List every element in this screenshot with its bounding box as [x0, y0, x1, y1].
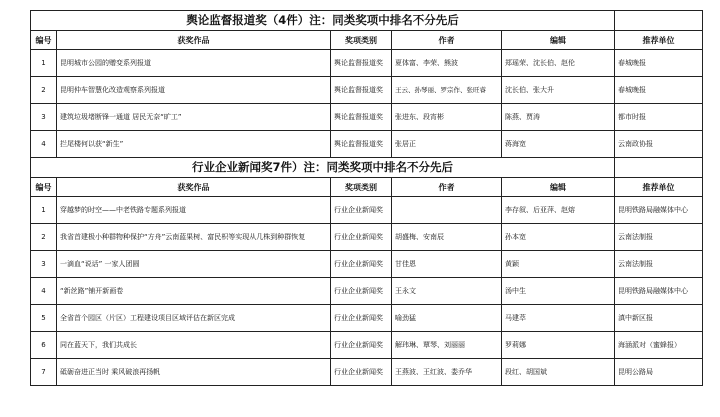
cell-category: 行业企业新闻奖 — [331, 251, 392, 278]
header-editor: 编辑 — [502, 31, 615, 50]
cell-work: 我省首建极小种群物种保护“方舟”云南蓝果树、富民枳等实现从几株到种群恢复 — [57, 224, 331, 251]
cell-author: 夏体富、李荣、熊波 — [392, 50, 502, 77]
cell-editor: 沈长伯、张大升 — [502, 77, 615, 104]
cell-author: 王永文 — [392, 278, 502, 305]
table-row — [31, 50, 703, 77]
award-sheet — [30, 10, 702, 386]
cell-author: 张居正 — [392, 131, 502, 158]
cell-author: 甘佳恩 — [392, 251, 502, 278]
cell-no: 6 — [31, 332, 57, 359]
table-row — [31, 77, 703, 104]
section2-title-row — [31, 158, 703, 178]
cell-work: “新丝路”铺开新画卷 — [57, 278, 331, 305]
cell-unit: 春城晚报 — [615, 77, 703, 104]
cell-editor: 李存叙、后亚萍、赵熔 — [502, 197, 615, 224]
cell-editor: 郑瑶荣、沈长伯、赵伦 — [502, 50, 615, 77]
cell-no: 4 — [31, 131, 57, 158]
cell-category: 舆论监督报道奖 — [331, 77, 392, 104]
table-row — [31, 104, 703, 131]
cell-category: 行业企业新闻奖 — [331, 278, 392, 305]
cell-author: 王云、孙琴丽、罗宗作、张旺睿 — [392, 77, 502, 104]
cell-category: 行业企业新闻奖 — [331, 332, 392, 359]
table-row — [31, 359, 703, 386]
table-row — [31, 224, 703, 251]
cell-category: 行业企业新闻奖 — [331, 359, 392, 386]
cell-work: 昆明仲车智慧化改造观察系列报道 — [57, 77, 331, 104]
cell-editor: 黄颖 — [502, 251, 615, 278]
cell-category: 舆论监督报道奖 — [331, 104, 392, 131]
section2-title: 行业企业新闻奖7件）注：同类奖项中排名不分先后 — [31, 158, 615, 178]
header-editor: 编辑 — [502, 178, 615, 197]
table-row — [31, 251, 703, 278]
award-table — [30, 10, 703, 386]
cell-unit: 春城晚报 — [615, 50, 703, 77]
cell-no: 1 — [31, 50, 57, 77]
cell-author: 解玮琳、覃琴、刘丽丽 — [392, 332, 502, 359]
cell-author: 张进东、段宵彬 — [392, 104, 502, 131]
cell-category: 行业企业新闻奖 — [331, 224, 392, 251]
header-unit: 推荐单位 — [615, 31, 703, 50]
cell-no: 5 — [31, 305, 57, 332]
cell-category: 舆论监督报道奖 — [331, 50, 392, 77]
cell-no: 1 — [31, 197, 57, 224]
cell-category: 行业企业新闻奖 — [331, 305, 392, 332]
cell-no: 3 — [31, 104, 57, 131]
header-no: 编号 — [31, 178, 57, 197]
cell-editor: 马建萃 — [502, 305, 615, 332]
header-work: 获奖作品 — [57, 31, 331, 50]
cell-work: 建筑垃圾堵断锋一通道 居民无奈“旷工” — [57, 104, 331, 131]
table-row — [31, 305, 703, 332]
section1-title: 舆论监督报道奖（4件）注：同类奖项中排名不分先后 — [31, 11, 615, 31]
header-author: 作者 — [392, 31, 502, 50]
section1-header-row — [31, 31, 703, 50]
cell-work: 拦尾楼何以获“新生” — [57, 131, 331, 158]
cell-no: 7 — [31, 359, 57, 386]
cell-author: 胡盛梅、安南辰 — [392, 224, 502, 251]
cell-no: 2 — [31, 77, 57, 104]
cell-editor: 孙本宽 — [502, 224, 615, 251]
empty-cell — [615, 11, 703, 31]
cell-no: 3 — [31, 251, 57, 278]
cell-work: 砥砺奋进正当时 乘风破浪再扬帆 — [57, 359, 331, 386]
cell-unit: 滇中新区报 — [615, 305, 703, 332]
header-category: 奖项类别 — [331, 31, 392, 50]
cell-work: 全省首个园区（片区）工程建设项目区域评估在新区完成 — [57, 305, 331, 332]
cell-no: 4 — [31, 278, 57, 305]
cell-no: 2 — [31, 224, 57, 251]
cell-editor: 段红、胡国斌 — [502, 359, 615, 386]
cell-unit: 都市时报 — [615, 104, 703, 131]
cell-editor: 陈燕、贾涛 — [502, 104, 615, 131]
cell-unit: 云南法制报 — [615, 224, 703, 251]
cell-work: 穿越梦的时空——中老铁路专题系列报道 — [57, 197, 331, 224]
section2-header-row — [31, 178, 703, 197]
cell-author: 王燕波、王红波、娄乔华 — [392, 359, 502, 386]
cell-unit: 昆明铁路局融媒体中心 — [615, 197, 703, 224]
cell-unit: 云南法制报 — [615, 251, 703, 278]
table-row — [31, 278, 703, 305]
cell-author: 喻劲猛 — [392, 305, 502, 332]
table-row — [31, 197, 703, 224]
section1-title-row — [31, 11, 703, 31]
table-row — [31, 332, 703, 359]
cell-unit: 海涵派对（蜜蜂报） — [615, 332, 703, 359]
cell-editor: 罗莉娜 — [502, 332, 615, 359]
cell-work: 一滴血“说话” 一家人团圆 — [57, 251, 331, 278]
cell-work: 同在蓝天下，我们共成长 — [57, 332, 331, 359]
cell-unit: 昆明公路局 — [615, 359, 703, 386]
cell-editor: 汤中生 — [502, 278, 615, 305]
cell-unit: 昆明铁路局融媒体中心 — [615, 278, 703, 305]
cell-work: 昆明城市公园的赠变系列报道 — [57, 50, 331, 77]
table-row — [31, 131, 703, 158]
header-category: 奖项类别 — [331, 178, 392, 197]
header-author: 作者 — [392, 178, 502, 197]
cell-category: 行业企业新闻奖 — [331, 197, 392, 224]
empty-cell — [615, 158, 703, 178]
header-work: 获奖作品 — [57, 178, 331, 197]
header-no: 编号 — [31, 31, 57, 50]
cell-unit: 云南政协报 — [615, 131, 703, 158]
header-unit: 推荐单位 — [615, 178, 703, 197]
cell-author — [392, 197, 502, 224]
cell-editor: 蒋海宽 — [502, 131, 615, 158]
cell-category: 舆论监督报道奖 — [331, 131, 392, 158]
